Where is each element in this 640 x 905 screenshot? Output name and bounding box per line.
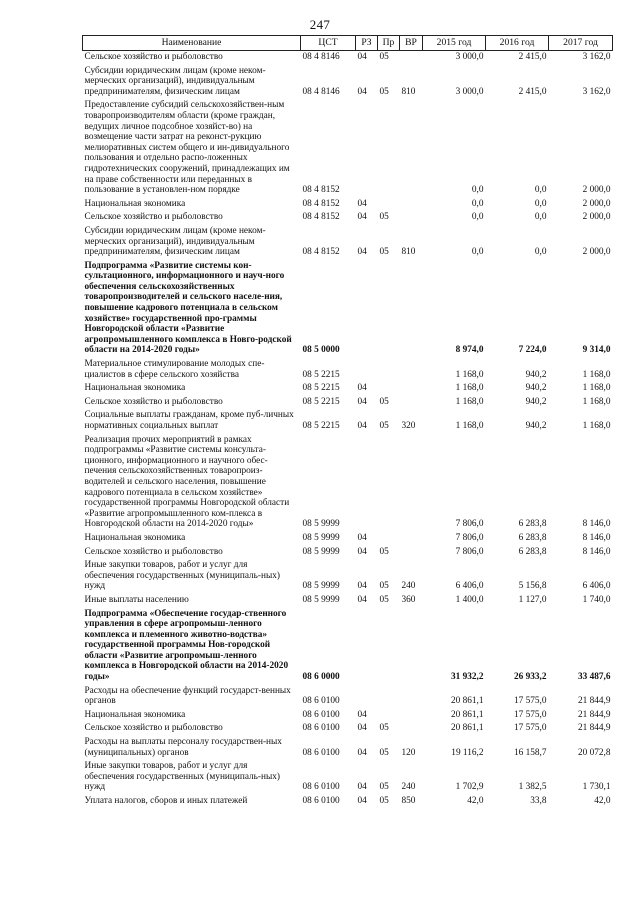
row-2016: 17 575,0 — [513, 696, 547, 707]
row-2015: 19 116,2 — [451, 747, 484, 758]
row-pr — [378, 260, 400, 358]
row-2016: 33,8 — [530, 796, 547, 806]
header-cst: ЦСТ — [301, 36, 356, 51]
row-vr — [400, 396, 423, 410]
row-name: Предоставление субсидий сельскохозяйствен-ным товаропроизводителям области (кроме граждан, ведущих личное подсобное хозяйст-во) на возмещение части затрат на реконст-рукцию мелиоративных систем общего и ин-дивидуального пользования и отдельно распо-ложенных гидротехнических сооружений, принадлежащих им на праве собственности или переданных в пользование в установлен-ном порядке — [84, 100, 290, 196]
header-vr: ВР — [400, 36, 423, 51]
row-name: Иные закупки товаров, работ и услуг для обеспечения государственных (муниципаль-ных) нужд — [84, 761, 280, 793]
row-pr — [378, 198, 400, 212]
row-cst: 08 4 8152 — [302, 212, 340, 223]
row-cst: 08 5 9999 — [302, 594, 340, 605]
row-vr — [400, 358, 423, 382]
row-2017: 2 000,0 — [582, 212, 611, 223]
row-2015: 20 861,1 — [450, 709, 484, 720]
row-vr — [400, 532, 423, 546]
row-2017: 1 730,1 — [582, 782, 611, 793]
row-2017: 2 000,0 — [582, 185, 611, 196]
table-row — [83, 434, 613, 532]
table-row — [83, 358, 613, 382]
row-2015: 1 168,0 — [455, 369, 484, 380]
row-rz: 04 — [357, 723, 367, 734]
row-2016: 5 156,8 — [518, 581, 547, 592]
header-2016: 2016 год — [486, 36, 549, 51]
row-rz — [356, 260, 378, 358]
row-2017: 21 844,9 — [577, 696, 611, 707]
header-row — [83, 36, 613, 51]
row-name: Подпрограмма «Развитие системы кон-сультационного, информационного и науч-ного обеспечения сельскохозяйственных товаропроизводителей и сельского населе-ния, повышение кадрового потенциала в сельском хозяйстве» государственной про-граммы Новгородской области «Развитие агропромышленного комплекса в Новго-родской области на 2014-2020 годы» — [84, 260, 292, 356]
row-pr: 05 — [379, 546, 389, 557]
row-2017: 8 146,0 — [582, 519, 611, 530]
table-row — [83, 99, 613, 197]
row-pr: 05 — [379, 52, 389, 62]
row-name: Субсидии юридическим лицам (кроме неком-мерческих организаций), индивидуальным предпринимателям, физическим лицам — [84, 65, 266, 97]
row-2015: 0,0 — [471, 247, 484, 258]
row-pr — [378, 99, 400, 197]
row-2015: 20 861,1 — [450, 723, 484, 734]
row-rz — [356, 608, 378, 685]
row-rz: 04 — [357, 383, 367, 394]
row-name: Национальная экономика — [84, 532, 186, 543]
row-cst: 08 4 8146 — [302, 86, 340, 97]
row-cst: 08 5 9999 — [302, 546, 340, 557]
table-header — [83, 36, 613, 51]
table-row — [83, 594, 613, 608]
row-2017: 33 487,6 — [577, 672, 611, 683]
row-name: Расходы на обеспечение функций государст-венных органов — [84, 685, 291, 707]
row-cst: 08 6 0100 — [302, 782, 340, 793]
row-2016: 940,2 — [525, 369, 547, 380]
row-2016: 6 283,8 — [518, 519, 547, 530]
row-2015: 0,0 — [471, 185, 484, 196]
row-pr: 05 — [379, 396, 389, 407]
row-vr — [400, 722, 423, 736]
row-cst: 08 4 8146 — [302, 52, 340, 62]
table-row — [83, 608, 613, 685]
row-vr: 320 — [401, 421, 416, 431]
table-row — [83, 65, 613, 100]
row-2017: 9 314,0 — [582, 345, 611, 356]
row-cst: 08 6 0100 — [302, 796, 340, 806]
table-row — [83, 736, 613, 760]
row-2016: 2 415,0 — [518, 86, 547, 97]
row-rz — [356, 434, 378, 532]
row-pr — [378, 532, 400, 546]
row-pr — [378, 358, 400, 382]
table-row — [83, 198, 613, 212]
row-2015: 7 806,0 — [455, 546, 484, 557]
budget-table — [82, 35, 613, 809]
table-row — [83, 559, 613, 594]
row-rz: 04 — [357, 796, 367, 806]
row-rz: 04 — [357, 396, 367, 407]
row-pr: 05 — [379, 421, 389, 431]
row-2017: 1 740,0 — [582, 594, 611, 605]
row-cst: 08 6 0100 — [302, 696, 340, 707]
row-2015: 3 000,0 — [455, 52, 484, 62]
row-name: Сельское хозяйство и рыболовство — [84, 212, 223, 223]
row-2017: 3 162,0 — [582, 52, 611, 62]
row-cst: 08 5 2215 — [302, 369, 340, 380]
row-2017: 21 844,9 — [577, 709, 611, 720]
row-vr: 120 — [401, 747, 416, 758]
row-pr: 05 — [379, 212, 389, 223]
row-2017: 1 168,0 — [582, 421, 611, 431]
table-row — [83, 211, 613, 225]
row-name: Сельское хозяйство и рыболовство — [84, 723, 223, 734]
row-name: Материальное стимулирование молодых спе-циалистов в сфере сельского хозяйства — [84, 359, 265, 380]
row-vr — [400, 99, 423, 197]
row-rz: 04 — [357, 546, 367, 557]
row-name: Расходы на выплаты персоналу государствен-ных (муниципальных) органов — [84, 737, 282, 758]
row-2015: 8 974,0 — [455, 345, 484, 356]
row-name: Иные закупки товаров, работ и услуг для обеспечения государственных (муниципаль-ных) нужд — [84, 560, 280, 592]
row-rz: 04 — [357, 747, 367, 758]
row-vr — [400, 51, 423, 65]
row-2015: 7 806,0 — [455, 532, 484, 543]
row-rz: 04 — [357, 86, 367, 97]
row-rz: 04 — [357, 52, 367, 62]
row-rz: 04 — [357, 212, 367, 223]
row-cst: 08 5 9999 — [302, 519, 340, 530]
table-row — [83, 225, 613, 260]
row-pr — [378, 685, 400, 709]
row-2016: 6 283,8 — [518, 546, 547, 557]
row-pr: 05 — [379, 723, 389, 734]
row-2015: 7 806,0 — [455, 519, 484, 530]
row-name: Сельское хозяйство и рыболовство — [84, 52, 223, 62]
table-row — [83, 382, 613, 396]
table-row — [83, 760, 613, 795]
row-2016: 0,0 — [534, 247, 547, 258]
row-2015: 1 168,0 — [455, 421, 484, 431]
table-row — [83, 795, 613, 809]
row-vr — [400, 434, 423, 532]
row-2017: 1 168,0 — [582, 383, 611, 394]
table-row — [83, 51, 613, 65]
table-row — [83, 546, 613, 560]
row-2015: 1 168,0 — [455, 396, 484, 407]
row-name: Национальная экономика — [84, 383, 186, 394]
row-cst: 08 4 8152 — [302, 247, 340, 258]
row-name: Национальная экономика — [84, 198, 186, 209]
row-rz: 04 — [357, 532, 367, 543]
row-rz — [356, 685, 378, 709]
row-vr: 850 — [401, 796, 416, 806]
table-row — [83, 260, 613, 358]
row-name: Иные выплаты населению — [84, 594, 189, 605]
row-pr — [378, 709, 400, 723]
row-2017: 1 168,0 — [582, 369, 611, 380]
row-name: Субсидии юридическим лицам (кроме неком-мерческих организаций), индивидуальным предпринимателям, физическим лицам — [84, 225, 266, 258]
row-cst: 08 6 0000 — [302, 672, 340, 683]
table-row — [83, 409, 613, 433]
row-rz: 04 — [357, 594, 367, 605]
header-name: Наименование — [83, 36, 301, 51]
row-name: Национальная экономика — [84, 709, 186, 720]
table-row — [83, 532, 613, 546]
row-2015: 0,0 — [471, 212, 484, 223]
row-2016: 0,0 — [534, 212, 547, 223]
row-vr: 240 — [401, 581, 416, 592]
row-vr: 240 — [401, 782, 416, 793]
row-rz — [356, 99, 378, 197]
row-2016: 940,2 — [525, 396, 547, 407]
row-2017: 21 844,9 — [577, 723, 611, 734]
row-vr — [400, 260, 423, 358]
row-rz: 04 — [357, 198, 367, 209]
row-cst: 08 6 0100 — [302, 723, 340, 734]
row-2017: 6 406,0 — [582, 581, 611, 592]
row-2017: 8 146,0 — [582, 546, 611, 557]
row-2016: 0,0 — [534, 185, 547, 196]
row-2016: 1 382,5 — [518, 782, 547, 793]
row-2015: 1 400,0 — [455, 594, 484, 605]
row-cst: 08 4 8152 — [302, 185, 340, 196]
row-2016: 16 158,7 — [513, 747, 547, 758]
row-2016: 7 224,0 — [518, 345, 547, 356]
row-2017: 2 000,0 — [582, 247, 611, 258]
row-name: Сельское хозяйство и рыболовство — [84, 396, 223, 407]
row-vr — [400, 709, 423, 723]
row-pr: 05 — [379, 594, 389, 605]
row-pr: 05 — [379, 796, 389, 806]
row-2015: 1 702,9 — [455, 782, 484, 793]
row-vr: 810 — [401, 247, 416, 258]
row-rz: 04 — [357, 247, 367, 258]
row-2015: 6 406,0 — [455, 581, 484, 592]
row-2017: 42,0 — [594, 796, 611, 806]
row-pr — [378, 434, 400, 532]
row-pr — [378, 608, 400, 685]
row-pr: 05 — [379, 782, 389, 793]
row-name: Подпрограмма «Обеспечение государ-ственного управления в сфере агропромыш-ленного комплекса и племенного животно-водства» государственной программы Нов-городской области «Развитие агропромыш-ленного комплекса в Новгородской области на 2014-2020 годы» — [84, 608, 289, 683]
row-2016: 17 575,0 — [513, 709, 547, 720]
row-vr — [400, 211, 423, 225]
row-2016: 2 415,0 — [518, 52, 547, 62]
row-2015: 20 861,1 — [450, 696, 484, 707]
row-2017: 20 072,8 — [577, 747, 611, 758]
row-name: Уплата налогов, сборов и иных платежей — [84, 796, 248, 806]
row-cst: 08 5 9999 — [302, 532, 340, 543]
table-row — [83, 396, 613, 410]
row-2015: 42,0 — [467, 796, 484, 806]
row-cst: 08 5 0000 — [302, 345, 340, 356]
row-2016: 6 283,8 — [518, 532, 547, 543]
row-vr — [400, 198, 423, 212]
row-2015: 31 932,2 — [450, 672, 484, 683]
row-rz: 04 — [357, 421, 367, 431]
row-vr: 360 — [401, 594, 416, 605]
table-row — [83, 709, 613, 723]
table-body — [83, 51, 613, 809]
row-pr — [378, 382, 400, 396]
row-cst: 08 5 2215 — [302, 383, 340, 394]
row-2016: 940,2 — [525, 421, 547, 431]
row-2015: 0,0 — [471, 198, 484, 209]
row-pr: 05 — [379, 747, 389, 758]
row-pr: 05 — [379, 581, 389, 592]
row-name: Социальные выплаты гражданам, кроме пуб-личных нормативных социальных выплат — [84, 410, 294, 431]
row-cst: 08 6 0100 — [302, 747, 340, 758]
row-pr: 05 — [379, 86, 389, 97]
row-2017: 3 162,0 — [582, 86, 611, 97]
row-name: Сельское хозяйство и рыболовство — [84, 546, 223, 557]
row-2017: 8 146,0 — [582, 532, 611, 543]
row-rz: 04 — [357, 709, 367, 720]
row-vr — [400, 546, 423, 560]
row-2016: 17 575,0 — [513, 723, 547, 734]
row-2016: 26 933,2 — [513, 672, 547, 683]
header-2015: 2015 год — [423, 36, 486, 51]
row-name: Реализация прочих мероприятий в рамках подпрограммы «Развитие системы консульта-ционного, информационного и научного обес-печения сельскохозяйственных товаропроиз-водителей и сельского населения, повышение кадрового потенциала в сельском хозяйстве» государственной программы Новгородской области «Развитие агропромышленного ком-плекса в Новгородской области на 2014-2020 годы» — [84, 434, 290, 530]
row-cst: 08 6 0100 — [302, 709, 340, 720]
row-cst: 08 5 2215 — [302, 396, 340, 407]
header-2017: 2017 год — [549, 36, 613, 51]
row-cst: 08 4 8152 — [302, 198, 340, 209]
row-vr — [400, 608, 423, 685]
row-rz — [356, 358, 378, 382]
row-cst: 08 5 2215 — [302, 421, 340, 431]
row-2016: 0,0 — [534, 198, 547, 209]
row-rz: 04 — [357, 581, 367, 592]
row-2017: 2 000,0 — [582, 198, 611, 209]
row-vr: 810 — [401, 86, 416, 97]
row-2016: 940,2 — [525, 383, 547, 394]
row-2017: 1 168,0 — [582, 396, 611, 407]
row-rz: 04 — [357, 782, 367, 793]
table-row — [83, 722, 613, 736]
row-2015: 1 168,0 — [455, 383, 484, 394]
row-cst: 08 5 9999 — [302, 581, 340, 592]
header-rz: РЗ — [356, 36, 378, 51]
page-number: 247 — [309, 17, 331, 32]
row-2016: 1 127,0 — [518, 594, 547, 605]
row-2015: 3 000,0 — [455, 86, 484, 97]
row-vr — [400, 382, 423, 396]
table-row — [83, 685, 613, 709]
header-pr: Пр — [378, 36, 400, 51]
row-pr: 05 — [379, 247, 389, 258]
row-vr — [400, 685, 423, 709]
